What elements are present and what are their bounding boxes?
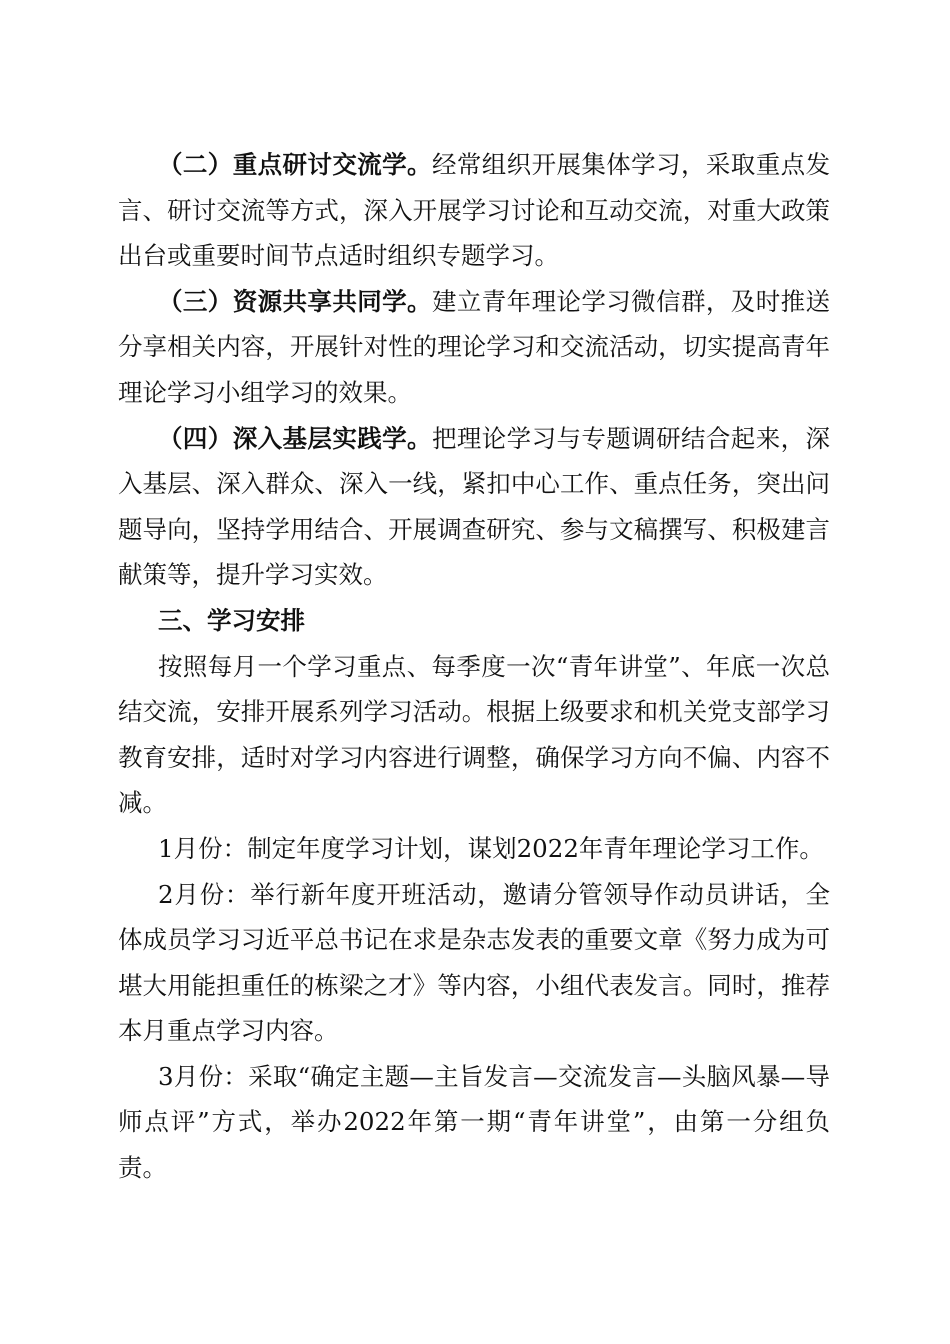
document-body bbox=[118, 142, 830, 1191]
paragraph-month-1: 1月份：制定年度学习计划，谋划2022年青年理论学习工作。 bbox=[158, 833, 824, 863]
paragraph-heading: （四）深入基层实践学。 bbox=[158, 423, 432, 453]
paragraph-month-2: 2月份：举行新年度开班活动，邀请分管领导作动员讲话，全体成员学习习近平总书记在求是杂志发表的重要文章《努力成为可堪大用能担重任的栋梁之才》等内容，小组代表发言。同时，推荐本月重点学习内容。 bbox=[118, 879, 830, 1046]
paragraph-resource-sharing bbox=[118, 279, 830, 416]
paragraph-text: 把理论学习与专题调研结合起来，深入基层、深入群众、深入一线，紧扣中心工作、重点任务，突出问题导向，坚持学用结合、开展调查研究、参与文稿撰写、积极建言献策等，提升学习实效。 bbox=[118, 423, 831, 590]
paragraph-text: 经常组织开展集体学习，采取重点发言、研讨交流等方式，深入开展学习讨论和互动交流，对重大政策出台或重要时间节点适时组织专题学习。 bbox=[118, 150, 831, 271]
paragraph-month-3: 3月份：采取“确定主题—主旨发言—交流发言—头脑风暴—导师点评”方式，举办2022年第一期“青年讲堂”，由第一分组负责。 bbox=[118, 1061, 830, 1183]
paragraph-grassroots-practice bbox=[118, 416, 830, 598]
paragraph-key-discussion bbox=[118, 142, 830, 279]
paragraph-text: 建立青年理论学习微信群，及时推送分享相关内容，开展针对性的理论学习和交流活动，切实提高青年理论学习小组学习的效果。 bbox=[118, 286, 831, 407]
paragraph-intro: 按照每月一个学习重点、每季度一次“青年讲堂”、年底一次总结交流，安排开展系列学习活动。根据上级要求和机关党支部学习教育安排，适时对学习内容进行调整，确保学习方向不偏、内容不减。 bbox=[118, 651, 830, 818]
section-heading: 三、学习安排 bbox=[158, 605, 305, 635]
paragraph-heading: （二）重点研讨交流学。 bbox=[158, 150, 432, 179]
paragraph-heading: （三）资源共享共同学。 bbox=[158, 286, 432, 316]
